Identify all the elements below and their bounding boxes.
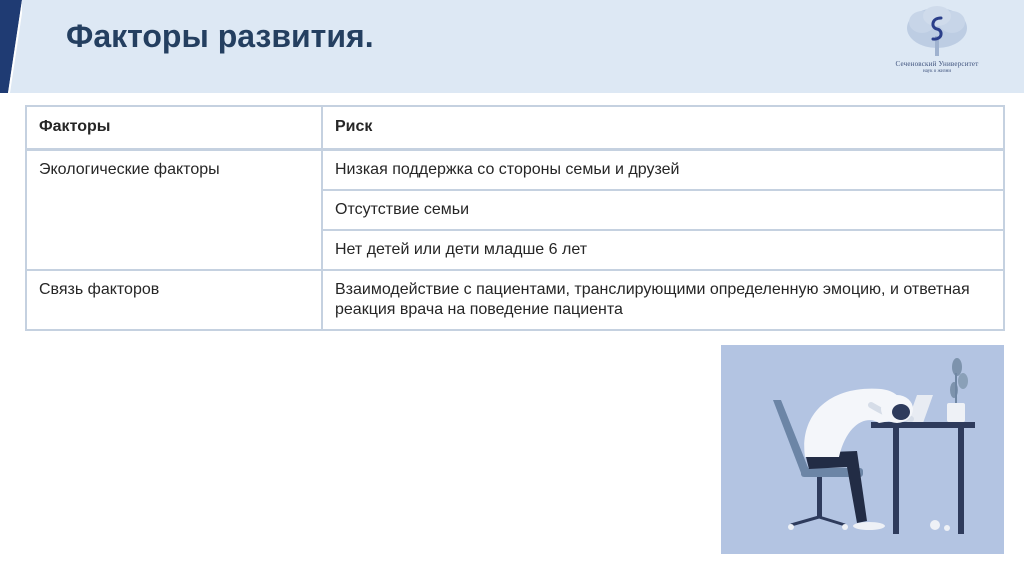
exhausted-person-illustration: [721, 345, 1004, 554]
column-header-factors: Факторы: [26, 106, 322, 150]
logo-name: Сеченовский Университет: [895, 60, 979, 68]
risk-cell: Отсутствие семьи: [322, 190, 1004, 230]
table-row: [26, 270, 1004, 330]
risk-cell: Взаимодействие с пациентами, транслирующими определенную эмоцию, и ответная реакция врача на поведение пациента: [322, 270, 1004, 330]
factor-cell: Экологические факторы: [26, 150, 322, 271]
factors-table: [25, 105, 1005, 331]
accent-stripe: [0, 0, 22, 93]
table-header-row: [26, 106, 1004, 150]
column-header-risk: Риск: [322, 106, 1004, 150]
risk-cell: Нет детей или дети младше 6 лет: [322, 230, 1004, 270]
university-logo: [876, 6, 998, 84]
risk-cell: Низкая поддержка со стороны семьи и друзей: [322, 150, 1004, 191]
slide-title: Факторы развития.: [66, 18, 374, 54]
logo-motto: наук о жизни: [922, 69, 952, 74]
exhausted-person-at-desk-illustration: [721, 345, 1004, 554]
slide-header: [0, 0, 1024, 93]
factor-cell: Связь факторов: [26, 270, 322, 330]
table-row: [26, 150, 1004, 191]
tree-logo-icon: [904, 6, 970, 58]
